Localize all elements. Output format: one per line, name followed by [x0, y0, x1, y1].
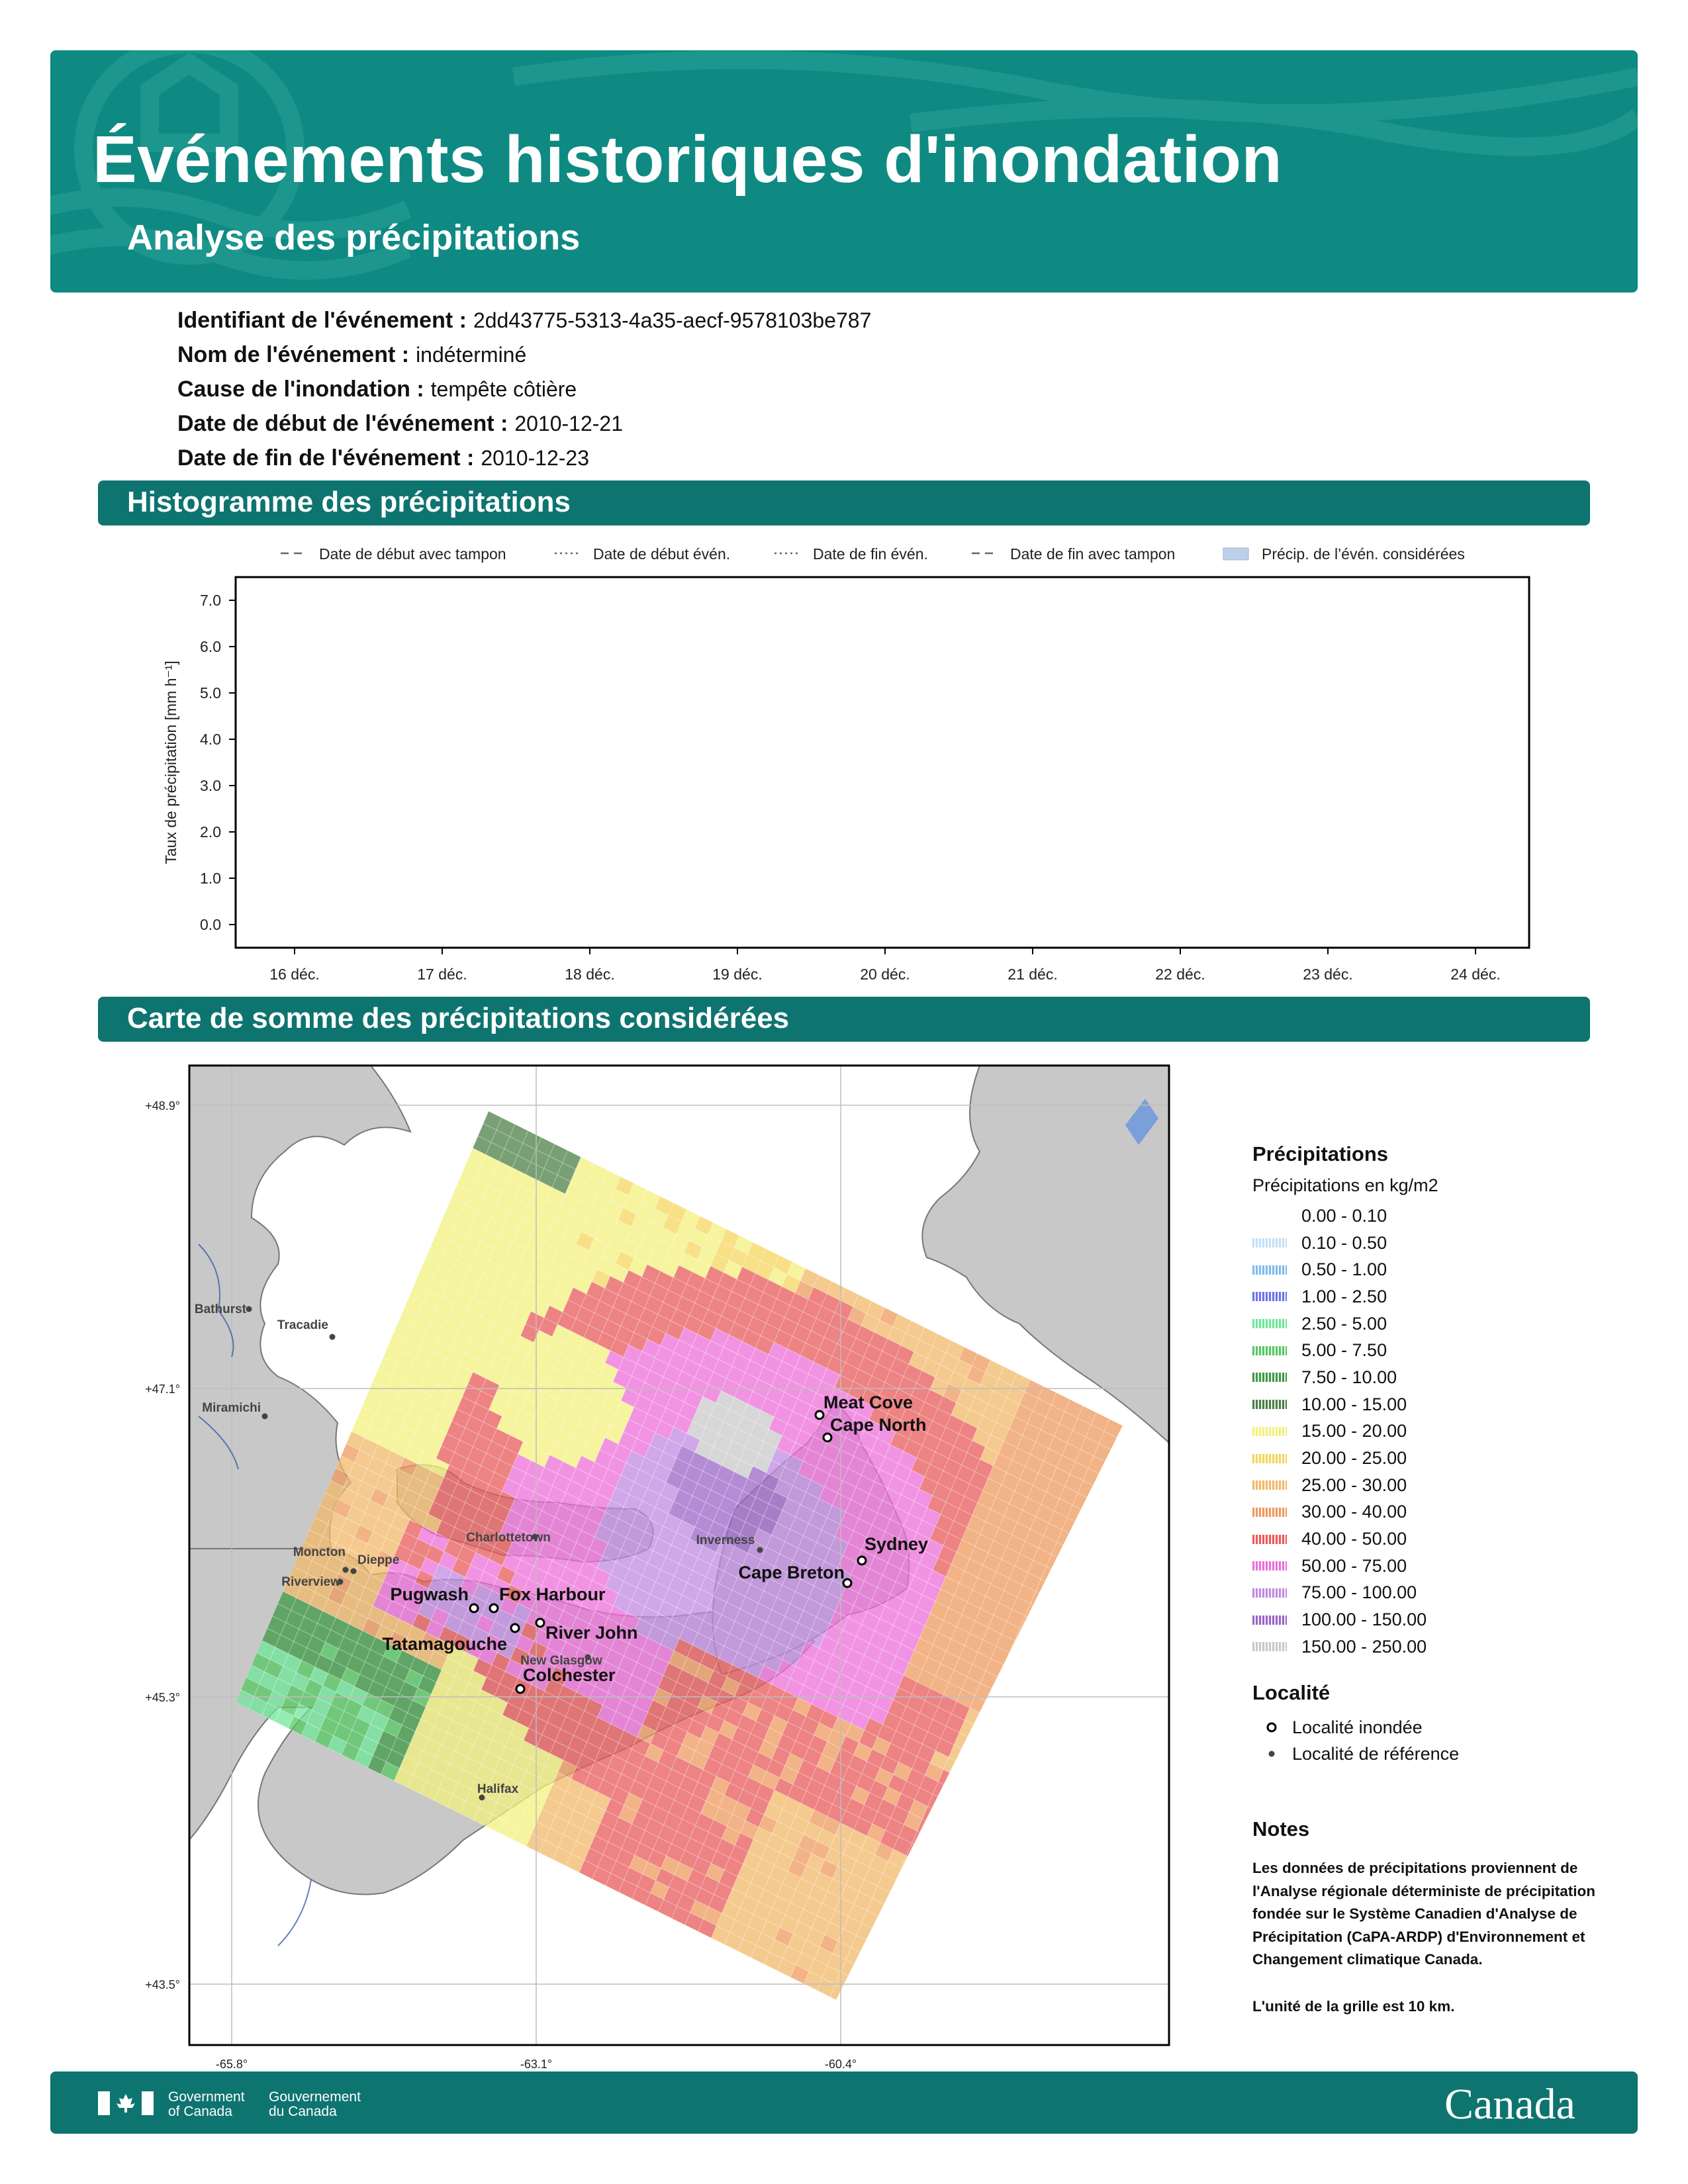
lon-tick-label-1: -63.1°: [520, 2058, 553, 2071]
event-cause-row: [177, 372, 871, 406]
xtick-label-1: 17 déc.: [417, 966, 467, 983]
y-axis-label: Taux de précipitation [mm h⁻¹]: [162, 660, 179, 864]
legend-swatch: [1252, 1508, 1287, 1517]
flooded-marker: [490, 1604, 498, 1612]
ytick-label-3.0: 3.0: [200, 777, 221, 794]
lon-tick-label-0: -65.8°: [215, 2058, 248, 2071]
precip-legend-title: Précipitations: [1252, 1142, 1388, 1165]
legend-item-label: 150.00 - 250.00: [1301, 1636, 1427, 1657]
reference-marker: [351, 1569, 357, 1574]
event-start-row: [177, 406, 871, 441]
locality-legend-title: Localité: [1252, 1681, 1331, 1704]
legend-item: [1252, 1499, 1438, 1526]
precip-legend-items: [1252, 1203, 1438, 1661]
legend-item-label: 0.10 - 0.50: [1301, 1232, 1387, 1253]
gov-fr-line1: Gouvernement: [269, 2089, 361, 2105]
histogram-section-header: [98, 480, 1590, 525]
event-id-label: Identifiant de l'événement :: [177, 308, 467, 333]
notes-text: Les données de précipitations proviennent de l'Analyse régionale déterministe de précipitation fondée sur le Système Canadien d'Analyse de Précipitation (CaPA-ARDP) d'Environnement et Changement climatique Canada.: [1252, 1860, 1595, 1968]
event-name-value: indéterminé: [416, 343, 527, 367]
legend-item: [1252, 1606, 1438, 1633]
canada-flag-icon: [98, 2090, 154, 2116]
legend-item: [1252, 1418, 1438, 1445]
flooded-label: Cape North: [830, 1415, 927, 1435]
legend-item: [1252, 1472, 1438, 1499]
legend-swatch: [1252, 1238, 1287, 1248]
legend-item: [1252, 1445, 1438, 1472]
xtick-label-8: 24 déc.: [1450, 966, 1501, 983]
gov-en-line1: Government: [168, 2089, 245, 2105]
footer: [50, 2071, 1638, 2134]
legend-item-label: 40.00 - 50.00: [1301, 1529, 1407, 1549]
event-cause-value: tempête côtière: [430, 377, 577, 401]
legend-swatch: [1252, 1427, 1287, 1436]
precipitation-histogram: [0, 529, 1688, 1039]
page-title: Événements historiques d'inondation: [93, 122, 1283, 197]
flooded-marker-icon: [1252, 1721, 1292, 1734]
legend-swatch: [1252, 1454, 1287, 1463]
event-info: [177, 303, 871, 475]
event-id-row: [177, 303, 871, 338]
event-start-value: 2010-12-21: [514, 412, 623, 435]
chart-axes: [162, 577, 1529, 983]
map-section-title: Carte de somme des précipitations considérées: [127, 1002, 790, 1034]
notes: [1252, 1817, 1597, 2042]
flooded-label: Colchester: [523, 1665, 616, 1685]
legend-swatch: [1252, 1588, 1287, 1598]
ytick-label-0.0: 0.0: [200, 916, 221, 933]
legend-item-label: 5.00 - 7.50: [1301, 1340, 1387, 1361]
flooded-marker: [858, 1557, 866, 1565]
event-id-value: 2dd43775-5313-4a35-aecf-9578103be787: [473, 308, 872, 332]
event-end-row: [177, 441, 871, 475]
reference-label: Moncton: [293, 1545, 346, 1559]
reference-marker: [330, 1334, 336, 1340]
event-name-label: Nom de l'événement :: [177, 342, 410, 367]
legend-swatch: [1252, 1400, 1287, 1409]
xtick-label-2: 18 déc.: [565, 966, 615, 983]
ytick-label-7.0: 7.0: [200, 592, 221, 609]
legend-swatch: [1252, 1319, 1287, 1328]
ytick-label-6.0: 6.0: [200, 638, 221, 655]
legend-swatch: [1252, 1265, 1287, 1275]
legend-item-label: 20.00 - 25.00: [1301, 1448, 1407, 1469]
xtick-label-6: 22 déc.: [1155, 966, 1205, 983]
flooded-label: Tatamagouche: [382, 1634, 507, 1654]
legend-item-label: 10.00 - 15.00: [1301, 1394, 1407, 1414]
lat-tick-label-0: +48.9°: [145, 1099, 180, 1113]
legend-item-label: 0.50 - 1.00: [1301, 1259, 1387, 1280]
event-start-label: Date de début de l'événement :: [177, 411, 508, 436]
locality-legend-flooded-label: Localité inondée: [1292, 1717, 1423, 1737]
flooded-marker: [516, 1685, 524, 1693]
reference-label: Dieppe: [357, 1553, 400, 1567]
reference-label: Miramichi: [202, 1401, 261, 1415]
histogram-section-title: Histogramme des précipitations: [127, 486, 571, 518]
legend-item: [1252, 1230, 1438, 1257]
legend-swatch: [1252, 1211, 1287, 1220]
reference-label: Bathurst: [194, 1302, 246, 1316]
flooded-marker: [470, 1604, 478, 1612]
locality-legend-reference-label: Localité de référence: [1292, 1743, 1460, 1764]
legend-item-label: 50.00 - 75.00: [1301, 1555, 1407, 1576]
canada-wordmark: Canada: [1444, 2080, 1575, 2128]
xtick-label-0: 16 déc.: [269, 966, 320, 983]
legend-swatch: [1252, 1615, 1287, 1625]
reference-label: Tracadie: [277, 1318, 328, 1332]
legend-item: [1252, 1364, 1438, 1391]
ytick-label-5.0: 5.0: [200, 684, 221, 702]
legend-label-2: Date de fin évén.: [813, 545, 928, 563]
flooded-label: Pugwash: [390, 1584, 469, 1604]
reference-marker: [343, 1567, 349, 1573]
lat-tick-label-3: +43.5°: [145, 1978, 180, 1991]
legend-swatch: [1252, 1561, 1287, 1570]
event-cause-label: Cause de l'inondation :: [177, 377, 424, 402]
legend-swatch: [1252, 1642, 1287, 1651]
legend-patch: [1223, 548, 1248, 560]
ytick-label-4.0: 4.0: [200, 731, 221, 748]
legend-item: [1252, 1256, 1438, 1283]
legend-label-1: Date de début évén.: [593, 545, 731, 563]
precip-legend: [1252, 1142, 1438, 1661]
legend-item: [1252, 1337, 1438, 1364]
legend-label-0: Date de début avec tampon: [319, 545, 506, 563]
legend-label-4: Précip. de l’évén. considérées: [1262, 545, 1465, 563]
legend-swatch: [1252, 1346, 1287, 1355]
reference-marker: [246, 1306, 252, 1312]
xtick-label-5: 21 déc.: [1008, 966, 1058, 983]
page-subtitle: Analyse des précipitations: [127, 218, 581, 257]
legend-item-label: 30.00 - 40.00: [1301, 1502, 1407, 1522]
gov-en-line2: of Canada: [168, 2104, 232, 2119]
event-end-value: 2010-12-23: [481, 446, 589, 470]
xtick-label-4: 20 déc.: [860, 966, 910, 983]
lat-tick-label-2: +45.3°: [145, 1691, 180, 1704]
ytick-label-2.0: 2.0: [200, 823, 221, 841]
legend-item-label: 100.00 - 150.00: [1301, 1610, 1427, 1630]
legend-item-label: 7.50 - 10.00: [1301, 1367, 1397, 1387]
flooded-label: Sydney: [865, 1534, 929, 1554]
reference-marker: [262, 1414, 268, 1420]
reference-label: Charlottetown: [466, 1531, 551, 1545]
flooded-label: Cape Breton: [738, 1563, 845, 1582]
xtick-label-3: 19 déc.: [712, 966, 763, 983]
precipitation-map: [0, 1046, 1231, 2078]
flooded-label: Fox Harbour: [499, 1584, 606, 1604]
header-banner: [50, 50, 1638, 293]
legend-item: [1252, 1633, 1438, 1661]
legend-item: [1252, 1580, 1438, 1607]
legend-item: [1252, 1203, 1438, 1230]
legend-item-label: 75.00 - 100.00: [1301, 1582, 1417, 1603]
legend-item: [1252, 1310, 1438, 1338]
precip-legend-subtitle: Précipitations en kg/m2: [1252, 1175, 1438, 1195]
xtick-label-7: 23 déc.: [1303, 966, 1353, 983]
reference-label: Riverview: [281, 1575, 340, 1589]
plot-frame: [236, 577, 1529, 948]
map-section-header: [98, 997, 1590, 1042]
legend-item: [1252, 1283, 1438, 1310]
legend-swatch: [1252, 1292, 1287, 1301]
legend-item-label: 15.00 - 20.00: [1301, 1421, 1407, 1441]
lon-tick-label-2: -60.4°: [824, 2058, 857, 2071]
notes-grid: L'unité de la grille est 10 km.: [1252, 1997, 1455, 2015]
reference-label: New Glasgow: [520, 1654, 602, 1668]
legend-label-3: Date de fin avec tampon: [1010, 545, 1176, 563]
legend-item: [1252, 1391, 1438, 1418]
legend-item: [1252, 1553, 1438, 1580]
flooded-label: Meat Cove: [823, 1392, 914, 1412]
legend-item-label: 0.00 - 0.10: [1301, 1205, 1387, 1226]
gov-en: [168, 2090, 245, 2119]
flooded-marker: [511, 1624, 519, 1632]
flooded-marker: [816, 1411, 823, 1419]
legend-swatch: [1252, 1373, 1287, 1382]
locality-legend: [1252, 1681, 1459, 1767]
notes-title: Notes: [1252, 1817, 1310, 1841]
legend-item-label: 25.00 - 30.00: [1301, 1475, 1407, 1495]
reference-label: Halifax: [477, 1782, 519, 1796]
reference-label: Inverness: [696, 1533, 755, 1547]
event-name-row: [177, 338, 871, 372]
gov-fr: [269, 2090, 361, 2119]
ytick-label-1.0: 1.0: [200, 870, 221, 887]
locality-legend-flooded: [1252, 1714, 1459, 1741]
legend-swatch: [1252, 1535, 1287, 1544]
flooded-label: River John: [545, 1623, 638, 1643]
event-end-label: Date de fin de l'événement :: [177, 445, 475, 471]
legend-item-label: 1.00 - 2.50: [1301, 1286, 1387, 1306]
gov-fr-line2: du Canada: [269, 2104, 337, 2119]
flooded-marker: [536, 1619, 544, 1627]
reference-marker: [757, 1547, 763, 1553]
legend-item: [1252, 1525, 1438, 1553]
legend-swatch: [1252, 1480, 1287, 1490]
reference-marker-icon: [1252, 1747, 1292, 1760]
legend-item-label: 2.50 - 5.00: [1301, 1313, 1387, 1334]
chart-legend: [281, 545, 1465, 563]
locality-legend-reference: [1252, 1741, 1459, 1767]
lat-tick-label-1: +47.1°: [145, 1383, 180, 1396]
